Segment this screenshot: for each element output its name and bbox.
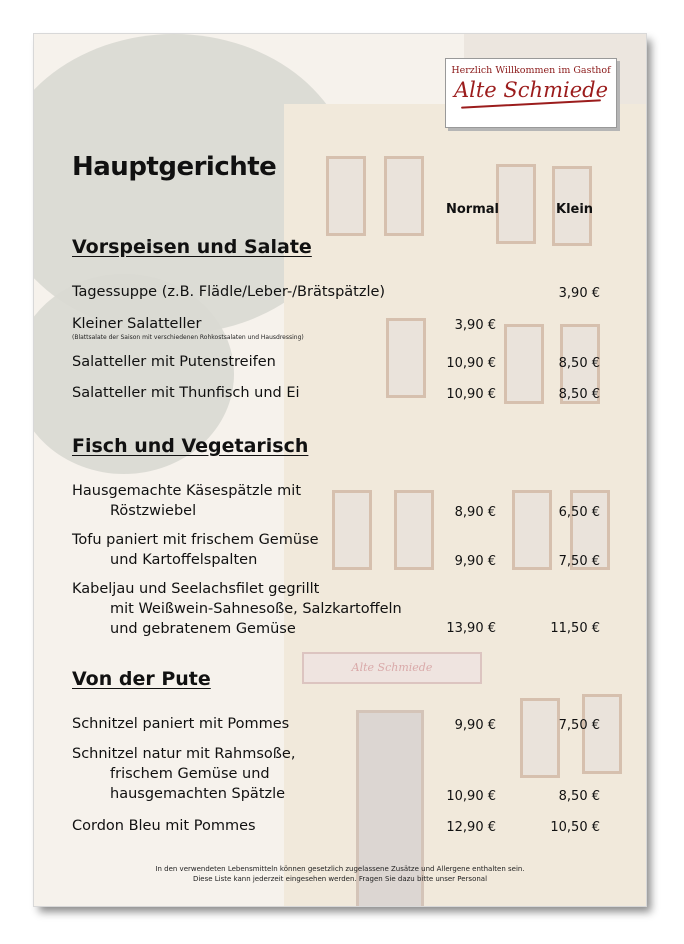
price-klein: 8,50 € — [558, 356, 600, 371]
menu-item — [72, 314, 304, 342]
item-name-cont: mit Weißwein-Sahnesoße, Salzkartoffeln — [110, 601, 402, 617]
page-title: Hauptgerichte — [72, 152, 277, 182]
item-name: Kabeljau und Seelachsfilet gegrillt — [72, 581, 320, 597]
menu-item — [72, 714, 289, 734]
building-window — [520, 698, 560, 778]
item-name-cont: und Kartoffelspalten — [110, 552, 258, 568]
logo-name: Alte Schmiede — [453, 78, 609, 102]
item-name: Tofu paniert mit frischem Gemüse — [72, 532, 319, 548]
section-heading: Von der Pute — [72, 668, 211, 690]
item-name: Kleiner Salatteller — [72, 316, 202, 332]
menu-item — [72, 282, 385, 302]
price-klein: 7,50 € — [558, 718, 600, 733]
price-normal: 10,90 € — [446, 356, 496, 371]
menu-item — [72, 816, 256, 836]
footer-line: In den verwendeten Lebensmitteln können gesetzlich zugelassene Zusätze und Allergene enthalten sein. — [155, 865, 525, 873]
building-window — [496, 164, 536, 244]
menu-page — [34, 34, 646, 906]
price-normal: 9,90 € — [454, 554, 496, 569]
menu-item — [72, 352, 276, 372]
price-klein: 3,90 € — [558, 286, 600, 301]
menu-item — [72, 481, 301, 521]
logo — [445, 58, 617, 128]
price-normal: 9,90 € — [454, 718, 496, 733]
price-klein: 11,50 € — [550, 621, 600, 636]
item-name: Schnitzel natur mit Rahmsoße, — [72, 746, 296, 762]
price-normal: 10,90 € — [446, 789, 496, 804]
building-window — [384, 156, 424, 236]
item-name: Salatteller mit Putenstreifen — [72, 354, 276, 370]
column-header-normal: Normal — [446, 202, 499, 217]
price-normal: 12,90 € — [446, 820, 496, 835]
building-window — [386, 318, 426, 398]
menu-item — [72, 530, 319, 570]
building-window — [326, 156, 366, 236]
price-klein: 8,50 € — [558, 789, 600, 804]
item-name-cont: hausgemachten Spätzle — [110, 786, 286, 802]
item-name: Cordon Bleu mit Pommes — [72, 818, 256, 834]
building-window — [582, 694, 622, 774]
item-name-cont: und gebratenem Gemüse — [110, 621, 296, 637]
price-normal: 13,90 € — [446, 621, 496, 636]
menu-item — [72, 744, 295, 804]
shop-sign — [302, 652, 482, 684]
building-window — [332, 490, 372, 570]
menu-item — [72, 383, 300, 403]
price-klein: 10,50 € — [550, 820, 600, 835]
item-name: Salatteller mit Thunfisch und Ei — [72, 385, 300, 401]
item-name: Schnitzel paniert mit Pommes — [72, 716, 290, 732]
item-note: (Blattsalate der Saison mit verschiedenen Rohkostsalaten und Hausdressing) — [72, 334, 304, 341]
price-normal: 8,90 € — [454, 505, 496, 520]
item-name-cont: Röstzwiebel — [110, 503, 197, 519]
column-header-klein: Klein — [556, 202, 594, 217]
price-normal: 10,90 € — [446, 387, 496, 402]
logo-greeting: Herzlich Willkommen im Gasthof — [451, 65, 611, 76]
price-klein: 8,50 € — [558, 387, 600, 402]
item-name: Tagessuppe (z.B. Flädle/Leber-/Brätspätzle) — [72, 284, 386, 300]
menu-item — [72, 579, 402, 639]
section-heading: Fisch und Vegetarisch — [72, 435, 309, 457]
footer-note — [34, 864, 646, 884]
footer-line: Diese Liste kann jederzeit eingesehen werden. Fragen Sie dazu bitte unser Personal — [192, 875, 488, 883]
item-name-cont: frischem Gemüse und — [110, 766, 270, 782]
price-normal: 3,90 € — [454, 318, 496, 333]
price-klein: 6,50 € — [558, 505, 600, 520]
price-klein: 7,50 € — [558, 554, 600, 569]
section-heading: Vorspeisen und Salate — [72, 236, 312, 258]
item-name: Hausgemachte Käsespätzle mit — [72, 483, 301, 499]
shop-sign-text: Alte Schmiede — [351, 661, 433, 674]
